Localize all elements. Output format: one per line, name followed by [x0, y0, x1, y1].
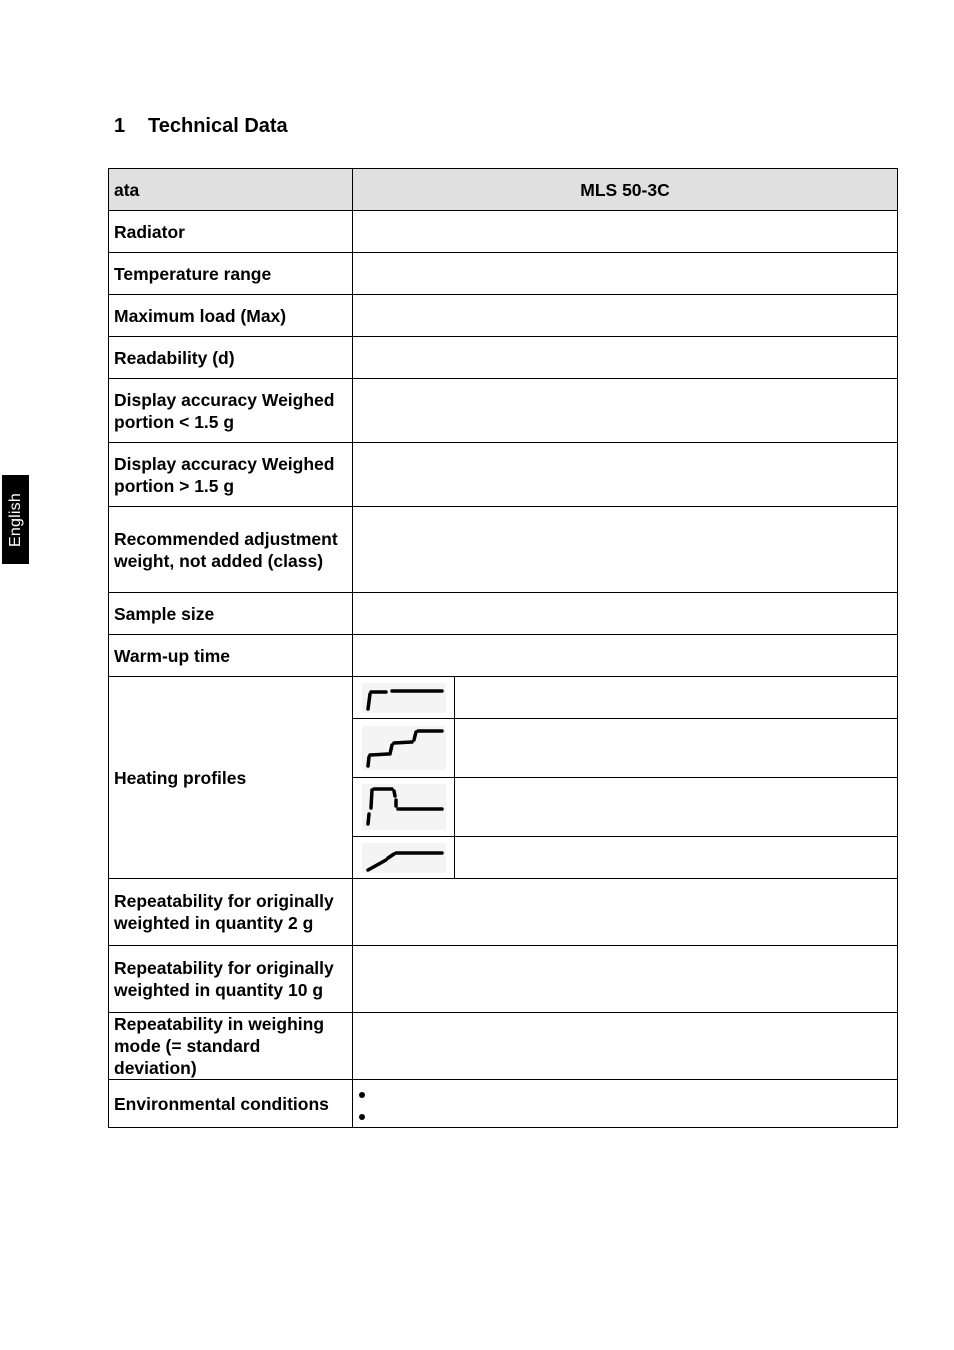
header-cell-label: ata	[109, 169, 353, 211]
list-item	[358, 1082, 892, 1104]
row-label: Display accuracy Weighed portion < 1.5 g	[109, 379, 353, 443]
list-item	[358, 1104, 892, 1126]
table-header-row	[109, 169, 898, 211]
table-row	[109, 337, 898, 379]
heating-profile-row	[109, 677, 898, 719]
environment-list	[358, 1082, 892, 1126]
section-heading	[114, 115, 288, 138]
header-cell-model: MLS 50-3C	[353, 169, 898, 211]
table-row	[109, 507, 898, 593]
table-row	[109, 1013, 898, 1080]
row-label: Maximum load (Max)	[109, 295, 353, 337]
heating-profile-icon-cell	[353, 837, 455, 879]
table-row	[109, 946, 898, 1013]
heating-profile-icon-cell	[353, 677, 455, 719]
row-value	[353, 1013, 898, 1080]
gentle-drying-profile-icon	[362, 843, 446, 873]
row-value	[353, 1080, 898, 1128]
standard-drying-profile-icon	[362, 683, 446, 713]
row-label: Warm-up time	[109, 635, 353, 677]
table-row	[109, 443, 898, 507]
table-row	[109, 295, 898, 337]
technical-data-table	[108, 168, 898, 1128]
row-label: Display accuracy Weighed portion > 1.5 g	[109, 443, 353, 507]
row-value	[353, 211, 898, 253]
row-value	[353, 295, 898, 337]
heating-profile-description	[455, 837, 898, 879]
row-label: Environmental conditions	[109, 1080, 353, 1128]
table-row	[109, 879, 898, 946]
section-number: 1	[114, 115, 126, 137]
row-label: Readability (d)	[109, 337, 353, 379]
quick-drying-profile-icon	[362, 784, 446, 830]
row-value	[353, 879, 898, 946]
row-value	[353, 379, 898, 443]
table-row	[109, 593, 898, 635]
row-label: Radiator	[109, 211, 353, 253]
row-value	[353, 253, 898, 295]
row-value	[353, 337, 898, 379]
row-value	[353, 593, 898, 635]
step-drying-profile-icon	[362, 726, 446, 770]
row-label: Sample size	[109, 593, 353, 635]
heating-profiles-label: Heating profiles	[109, 677, 353, 879]
row-value	[353, 443, 898, 507]
row-label: Repeatability in weighing mode (= standard deviation)	[109, 1013, 353, 1080]
section-title: Technical Data	[148, 115, 288, 137]
row-label: Repeatability for originally weighted in quantity 10 g	[109, 946, 353, 1013]
table-row	[109, 635, 898, 677]
row-value	[353, 946, 898, 1013]
heating-profile-icon-cell	[353, 719, 455, 778]
row-label: Repeatability for originally weighted in quantity 2 g	[109, 879, 353, 946]
heating-profile-description	[455, 677, 898, 719]
heating-profile-icon-cell	[353, 778, 455, 837]
table-row	[109, 379, 898, 443]
row-label: Recommended adjustment weight, not added (class)	[109, 507, 353, 593]
language-tab	[2, 475, 29, 564]
table-row	[109, 253, 898, 295]
row-label: Temperature range	[109, 253, 353, 295]
row-value	[353, 507, 898, 593]
heating-profile-description	[455, 719, 898, 778]
table-row	[109, 211, 898, 253]
heating-profile-description	[455, 778, 898, 837]
table-row	[109, 1080, 898, 1128]
row-value	[353, 635, 898, 677]
language-tab-label: English	[6, 492, 24, 547]
